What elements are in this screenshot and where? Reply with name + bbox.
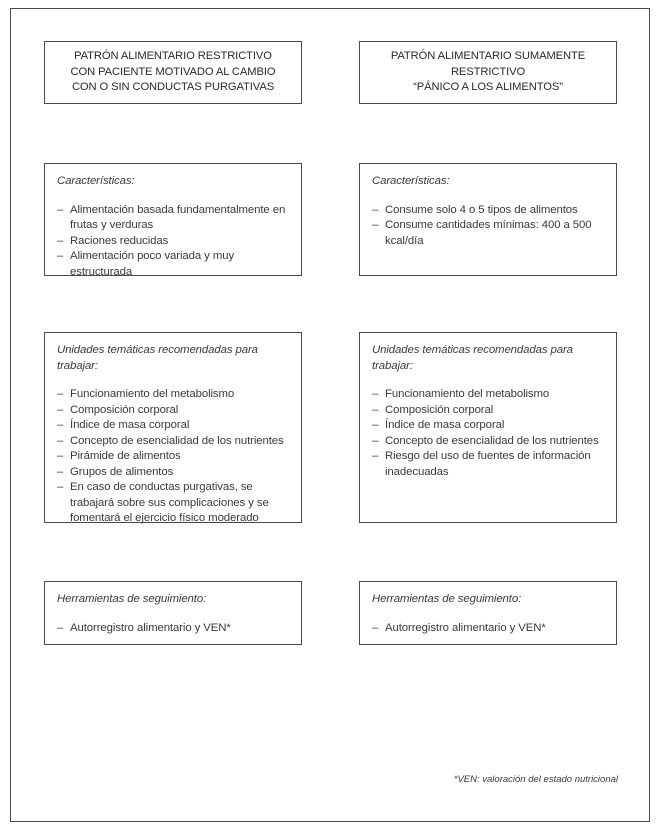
- list-item: – Concepto de esencialidad de los nutrientes: [57, 434, 289, 450]
- list-item: – Composición corporal: [372, 403, 604, 419]
- left-units-list: [57, 387, 289, 527]
- right-units-title: Unidades temáticas recomendadas para trabajar:: [372, 344, 573, 372]
- list-item: – Alimentación basada fundamentalmente en frutas y verduras: [57, 203, 289, 234]
- list-item: – Concepto de esencialidad de los nutrientes: [372, 434, 604, 450]
- left-header-line-3: CON O SIN CONDUCTAS PURGATIVAS: [71, 81, 275, 94]
- list-item: – Índice de masa corporal: [372, 418, 604, 434]
- left-header-box: [44, 41, 302, 104]
- right-tools-box: [359, 581, 617, 645]
- right-tools-list: [372, 621, 604, 637]
- list-item: – Alimentación poco variada y muy estructurada: [57, 249, 289, 280]
- right-characteristics-title: Características:: [372, 175, 450, 187]
- left-units-title: Unidades temáticas recomendadas para trabajar:: [57, 344, 258, 372]
- left-characteristics-box: [44, 163, 302, 276]
- left-header-line-1: PATRÓN ALIMENTARIO RESTRICTIVO: [74, 50, 272, 63]
- right-header-line-2: “PÁNICO A LOS ALIMENTOS”: [413, 81, 563, 94]
- right-header-box: [359, 41, 617, 104]
- list-item: – Autorregistro alimentario y VEN*: [57, 621, 289, 637]
- list-item: – Consume solo 4 o 5 tipos de alimentos: [372, 203, 604, 219]
- right-characteristics-box: [359, 163, 617, 276]
- list-item: – Funcionamiento del metabolismo: [57, 387, 289, 403]
- list-item: – Raciones reducidas: [57, 234, 289, 250]
- list-item: – Grupos de alimentos: [57, 465, 289, 481]
- left-characteristics-list: [57, 203, 289, 281]
- list-item: – Índice de masa corporal: [57, 418, 289, 434]
- right-characteristics-list: [372, 203, 604, 250]
- list-item: – Autorregistro alimentario y VEN*: [372, 621, 604, 637]
- left-tools-box: [44, 581, 302, 645]
- list-item: – Consume cantidades mínimas: 400 a 500 kcal/día: [372, 218, 604, 249]
- left-tools-list: [57, 621, 289, 637]
- right-units-box: [359, 332, 617, 523]
- list-item: – En caso de conductas purgativas, se trabajará sobre sus complicaciones y se fomentará el ejercicio físico moderado: [57, 480, 289, 527]
- left-tools-title: Herramientas de seguimiento:: [57, 593, 207, 605]
- left-header-line-2: CON PACIENTE MOTIVADO AL CAMBIO: [70, 65, 276, 78]
- left-units-box: [44, 332, 302, 523]
- list-item: – Composición corporal: [57, 403, 289, 419]
- footnote: *VEN: valoración del estado nutricional: [453, 774, 618, 785]
- list-item: – Pirámide de alimentos: [57, 449, 289, 465]
- list-item: – Riesgo del uso de fuentes de información inadecuadas: [372, 449, 604, 480]
- right-units-list: [372, 387, 604, 480]
- right-header-line-1: PATRÓN ALIMENTARIO SUMAMENTE RESTRICTIVO: [390, 50, 586, 78]
- right-tools-title: Herramientas de seguimiento:: [372, 593, 522, 605]
- left-characteristics-title: Características:: [57, 175, 135, 187]
- list-item: – Funcionamiento del metabolismo: [372, 387, 604, 403]
